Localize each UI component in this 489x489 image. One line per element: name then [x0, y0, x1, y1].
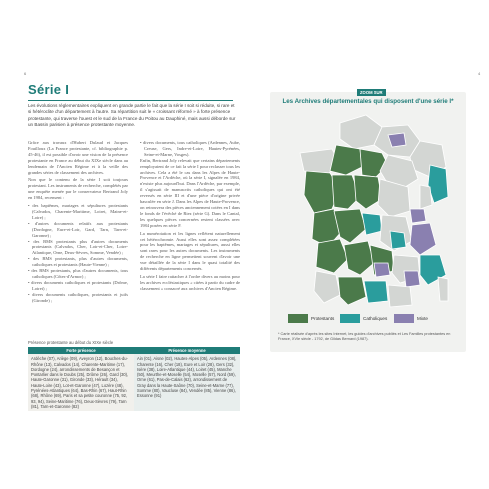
legend-swatch-catholiques	[340, 314, 360, 323]
table-row	[28, 354, 240, 411]
legend-item-catholiques	[340, 314, 387, 323]
bullet-list	[140, 140, 240, 158]
list-item: • divers documents catholiques et protestants (Drôme, Loiret) ;	[28, 280, 128, 292]
department-shape	[362, 213, 382, 235]
list-item: • des BMS protestants, plus d'autres documents, tous catholiques (Côtes-d'Armor) ;	[28, 268, 128, 280]
left-page-number: 6	[24, 71, 27, 76]
body-paragraph: Enfin, Bertrand Joly relevait que certains départements remployaient de ce fait la série I pour reclasser tous les archives. Cela a été le cas dans les Alpes de Haute-Provence et l'Ardèche, où la série I, signalée en 1984, n'existe plus aujourd'hui. Dans l'Ardèche, par exemple, il s'agissait de manuscrits catholiques qui ont été reversés en série III et d'une pièce d'origine privée basculée en série J. Dans les Alpes de Haute-Provence, on retrouvera des pièces anciennement cotées en I dans le fonds de l'évêché de Riez (série G). Dans le Cantal, les quelques pièces concernées restent classées avec 1984 posées en série F.	[140, 157, 240, 228]
department-shape	[410, 223, 436, 255]
table-cell: Ardèche (07), Ariège (09), Aveyron (12), Bouches-du-Rhône (13), Calvados (14), Charente-Maritime (17), Dordogne (24), arrondissements de Besançon et Pontarlier dans le Doubs (25), Drôme (26), Gard (30), Haute-Garonne (31), Gironde (33), Hérault (34), Haute-Loire (43), Lot-et-Garonne (47), Lozère (48), Pyrénées-Atlantiques (64), Bas-Rhin (67), Haut-Rhin (68), Rhône (69), Paris et sa petite couronne (75, 92, 93, 94), Seine-Maritime (76), Deux-Sèvres (79), Tarn (81), Tarn-et-Garonne (82)	[28, 354, 134, 411]
department-shape	[410, 209, 426, 223]
list-item: • divers documents catholiques, protestants et juifs (Gironde) ;	[28, 292, 128, 304]
list-item: • des BMS protestants, plus d'autres documents, catholiques et protestants (Haute-Vienne) ;	[28, 256, 128, 268]
list-item: • des baptêmes, mariages et sépultures protestants (Calvados, Charente-Maritime, Loiret, Maine-et-Loire) ;	[28, 203, 128, 221]
legend-item-protestants	[288, 314, 334, 323]
intro-paragraph: Les évolutions réglementaires expliquent en grande partie le fait que la série I soit si réduite, si rare et si hétéroclite d'un département à l'autre. Sa répartition suit le « croissant réformé » à forte présence protestante, qui traverse l'ouest et le sud de la France du Poitou au Dauphiné, mais aussi déborde sur un Bassin parisien à présence protestante moyenne.	[28, 103, 236, 128]
zoom-badge: ZOOM SUR	[357, 89, 386, 96]
department-shape	[420, 185, 432, 209]
body-paragraph: Non que le contenu de la série I soit toujours protestant. Les instruments de recherche, complétés par une enquête menée par le conservateur Bertrand Joly en 1984, recensent :	[28, 177, 128, 201]
body-paragraph: Grâce aux travaux d'Hubert Dulaud et Jacques Fouilloux (La France protestante, cf. bibliographie p. 45-46), il est possible d'avoir une vision de la présence protestante en France au début du XIXe siècle dans au lendemain de l'Ancien Régime et à la veille des grandes séries de classement des archives.	[28, 140, 128, 175]
department-shape	[438, 277, 448, 301]
right-page-number: 4	[478, 71, 481, 76]
table-caption: Présence protestante au début du XIXe siècle	[28, 340, 114, 345]
body-paragraph: La série I faire rattacher à l'ordre divers au moins pour les archives ecclésiastiques « citées à partir du cadre de classement » consacré aux archives d'Ancien Régime.	[140, 273, 240, 291]
department-shape	[314, 271, 340, 303]
map-title: Les Archives départementales qui disposent d'une série I*	[282, 98, 454, 105]
department-shape	[344, 241, 374, 275]
map-footnote: * Carte réalisée d'après les sites Internet, les guides d'archives publiés et Les Familles protestantes en France, XVIe siècle - 1792, de Gildas Bernard (1987).	[278, 332, 451, 341]
department-shape	[404, 271, 420, 287]
body-paragraph: La numérotation et les lignes reflètent naturellement cet hétérochromie. Aussi elles sont assez complétées pour les baptêmes, mariages et sépultures, aussi elles sont rares pour les autres documents. Les instruments de recherche en ligne permettent souvent d'avoir une vue détaillée de la série I dans le quasi totalité des différents départements concernés.	[140, 230, 240, 272]
section-title: Série I	[28, 82, 70, 97]
legend-swatch-mixte	[394, 314, 414, 323]
bullet-list	[28, 203, 128, 303]
department-shape	[334, 209, 366, 243]
body-column-2	[140, 140, 240, 294]
legend-item-mixte	[394, 314, 428, 323]
department-shape	[338, 277, 366, 305]
title-rule	[28, 100, 233, 101]
legend-label: Protestants	[311, 316, 335, 321]
department-shape	[374, 263, 390, 277]
department-shape	[330, 145, 362, 175]
table-header: Forte présence	[28, 347, 134, 354]
department-shape	[316, 239, 348, 273]
department-shape	[388, 285, 412, 307]
list-item: • d'autres documents relatifs aux protestants (Dordogne, Eure-et-Loir, Gard, Tarn, Tarn-et-Garonne) ;	[28, 221, 128, 239]
department-shape	[364, 281, 388, 303]
legend-label: Mixte	[417, 316, 428, 321]
list-item: • des BMS protestants plus d'autres documents protestants (Calvados, Cher, Loir-et-Cher, Loire-Atlantique, Orne, Deux-Sèvres, Somme, Vendée) ;	[28, 239, 128, 257]
france-departments-map	[270, 105, 466, 310]
department-shape	[390, 231, 406, 249]
body-column-1	[28, 140, 128, 303]
list-item: • divers documents, tous catholiques (Ardennes, Aube, Creuse, Gers, Indre-et-Loire, Hautes-Pyrénées, Seine-et-Marne, Vosges).	[140, 140, 240, 158]
legend-swatch-protestants	[288, 314, 308, 323]
table-cell: Ain (01), Aisne (02), Hautes-Alpes (05), Ardennes (08), Charente (16), Cher (18), Eure et Loir (28), Gers (32), Isère (38), Loire-Atlantique (44), Loiret (45), Manche (50), Meurthe-et-Moselle (54), Moselle (57), Nord (59), Orne (61), Pas-de-Calais (62), arrondissement de Gray dans la Haute-Saône (70), Seine-et-Marne (77), Somme (80), Vaucluse (84), Vendée (85), Vienne (86), Essonne (91)	[134, 354, 240, 411]
legend-label: Catholiques	[363, 316, 388, 321]
table-header: Présence moyenne	[134, 347, 240, 354]
presence-table	[28, 347, 240, 411]
